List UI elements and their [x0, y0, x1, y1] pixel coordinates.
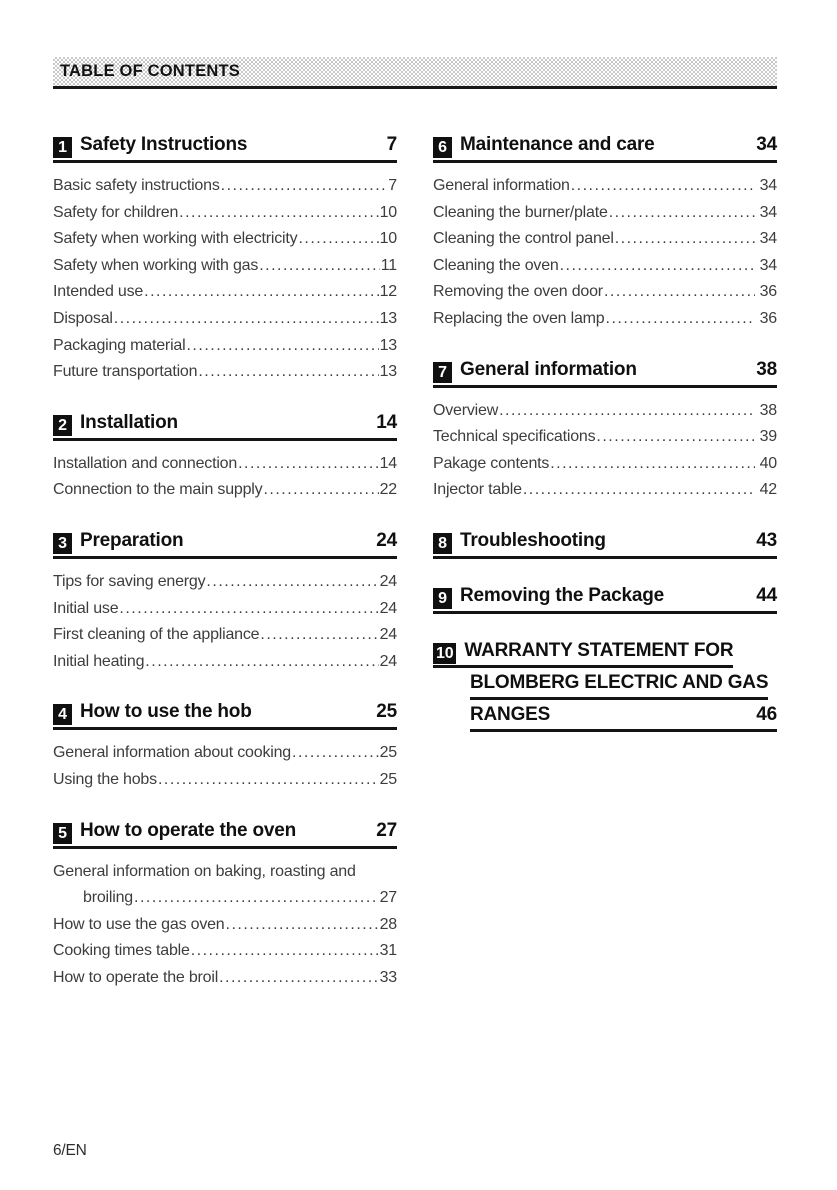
dot-leader	[571, 173, 755, 200]
section-heading	[433, 530, 777, 559]
toc-entry-label: Initial use	[53, 599, 119, 617]
toc-entry	[53, 912, 397, 939]
toc-entry-label: General information	[433, 177, 570, 194]
toc-entry-page-number: 11	[380, 256, 397, 274]
dot-leader	[259, 253, 380, 280]
toc-entry	[53, 740, 397, 767]
dot-leader	[219, 965, 379, 992]
toc-section	[433, 585, 777, 614]
section-page-number: 43	[756, 529, 777, 551]
toc-column-left	[53, 134, 397, 1017]
section-page-number: 44	[756, 584, 777, 606]
toc-entry-label-line2: broiling	[83, 889, 133, 907]
section-number-badge: 9	[433, 588, 452, 609]
section-title-text: WARRANTY STATEMENT FOR	[464, 639, 734, 661]
toc-entry	[53, 649, 397, 676]
toc-entry-label: Overview	[433, 401, 499, 419]
toc-entry-page-number: 40	[759, 454, 777, 472]
toc-section	[433, 134, 777, 333]
section-page-number: 25	[376, 701, 397, 723]
toc-entry-label: Pakage contents	[433, 454, 550, 472]
toc-section	[53, 412, 397, 504]
toc-entry-label: Disposal	[53, 309, 113, 327]
section-page-number: 27	[376, 819, 397, 841]
toc-entry-page-number: 31	[379, 942, 397, 960]
toc-entry-page-number: 24	[379, 626, 397, 644]
toc-section	[53, 134, 397, 386]
section-title-line	[470, 704, 777, 732]
dot-leader	[615, 226, 755, 253]
toc-entry	[53, 569, 397, 596]
toc-entry-page-number: 24	[379, 652, 397, 670]
toc-entry-label: Intended use	[53, 283, 144, 301]
section-title-text: How to operate the oven	[80, 819, 297, 841]
toc-entry-label: First cleaning of the appliance	[53, 626, 260, 644]
toc-entry-page-number: 13	[379, 336, 397, 354]
section-number-badge: 8	[433, 533, 452, 554]
toc-entry-label: Cleaning the oven	[433, 256, 559, 274]
section-title-text: Safety Instructions	[80, 134, 248, 155]
toc-entry-page-number: 34	[759, 177, 777, 194]
toc-entry-label: Safety when working with electricity	[53, 230, 298, 248]
toc-entry	[433, 477, 777, 504]
toc-entry	[433, 306, 777, 333]
section-number-badge: 5	[53, 823, 72, 844]
section-title-text: RANGES	[470, 703, 551, 725]
toc-section	[433, 640, 777, 732]
toc-entry-page-number: 39	[759, 428, 777, 446]
toc-entry-page-number: 24	[379, 572, 397, 590]
toc-entry	[53, 859, 397, 912]
section-title-text: General information	[460, 358, 637, 380]
section-heading	[53, 820, 397, 849]
page-header-banner	[53, 57, 777, 89]
toc-entry-label: Initial heating	[53, 652, 145, 670]
section-heading	[53, 530, 397, 559]
dot-leader	[523, 477, 755, 504]
toc-entry-label: How to use the gas oven	[53, 915, 225, 933]
toc-entry	[53, 622, 397, 649]
toc-entry-list	[433, 398, 777, 504]
toc-entry-page-number: 36	[759, 309, 777, 327]
toc-entry-label: Future transportation	[53, 363, 198, 381]
toc-entry-page-number: 38	[759, 401, 777, 419]
toc-entry-label: Removing the oven door	[433, 283, 603, 301]
dot-leader	[145, 649, 378, 676]
toc-entry-list	[53, 173, 397, 386]
section-title-text: BLOMBERG ELECTRIC AND GAS	[470, 671, 769, 693]
toc-entry-label: Packaging material	[53, 336, 186, 354]
toc-entry-list	[53, 740, 397, 793]
toc-entry	[53, 226, 397, 253]
toc-entry	[433, 253, 777, 280]
toc-entry-page-number: 12	[379, 283, 397, 301]
dot-leader	[499, 398, 755, 425]
dot-leader	[158, 767, 379, 794]
toc-entry-page-number: 42	[759, 481, 777, 499]
dot-leader	[226, 912, 379, 939]
toc-entry-list	[53, 859, 397, 992]
toc-entry-page-number: 14	[379, 454, 397, 472]
toc-entry-label: How to operate the broil	[53, 968, 219, 986]
dot-leader	[560, 253, 755, 280]
dot-leader	[119, 596, 378, 623]
dot-leader	[186, 333, 378, 360]
dot-leader	[198, 359, 378, 386]
section-title-text: Removing the Package	[460, 584, 665, 606]
toc-entry-page-number: 33	[379, 968, 397, 986]
toc-entry	[53, 938, 397, 965]
section-number-badge: 3	[53, 533, 72, 554]
toc-entry	[53, 200, 397, 227]
toc-section	[433, 359, 777, 504]
toc-entry-page-number: 24	[379, 599, 397, 617]
toc-entry-page-number: 28	[379, 915, 397, 933]
section-page-number: 7	[386, 134, 397, 155]
toc-entry-page-number: 34	[759, 230, 777, 248]
toc-entry	[433, 173, 777, 200]
page-title: TABLE OF CONTENTS	[60, 61, 241, 80]
section-heading	[53, 412, 397, 441]
section-number-badge: 4	[53, 704, 72, 725]
toc-entry-page-number: 13	[379, 309, 397, 327]
toc-section	[433, 530, 777, 559]
section-number-badge: 6	[433, 137, 452, 158]
toc-entry	[53, 306, 397, 333]
toc-entry-page-number: 13	[379, 363, 397, 381]
section-heading	[53, 134, 397, 163]
toc-columns	[53, 134, 777, 1017]
toc-entry	[433, 226, 777, 253]
section-title-line	[470, 672, 768, 700]
toc-entry	[433, 279, 777, 306]
toc-entry-label: General information about cooking	[53, 744, 291, 762]
section-title-text: Maintenance and care	[460, 134, 655, 155]
toc-entry-label: Cleaning the burner/plate	[433, 203, 608, 221]
dot-leader	[550, 451, 754, 478]
toc-entry-label: Safety for children	[53, 203, 179, 221]
section-heading	[433, 585, 777, 614]
section-page-number: 14	[376, 411, 397, 433]
dot-leader	[206, 569, 378, 596]
toc-entry-label: Replacing the oven lamp	[433, 309, 605, 327]
toc-entry	[53, 173, 397, 200]
page-number-label: 6/EN	[53, 1142, 87, 1159]
section-title-text: Troubleshooting	[460, 529, 606, 551]
toc-entry-label: Cooking times table	[53, 942, 190, 960]
section-title-text: Preparation	[80, 529, 184, 551]
toc-entry-label-line1: General information on baking, roasting and	[53, 862, 356, 880]
section-heading	[433, 640, 777, 732]
section-page-number: 34	[756, 134, 777, 155]
toc-entry	[53, 333, 397, 360]
toc-entry-page-number: 25	[379, 770, 397, 788]
toc-entry	[433, 398, 777, 425]
dot-leader	[221, 173, 388, 200]
dot-leader	[263, 477, 378, 504]
toc-entry	[53, 253, 397, 280]
toc-entry	[53, 279, 397, 306]
toc-entry-label: Technical specifications	[433, 428, 596, 446]
toc-entry-label: Connection to the main supply	[53, 481, 263, 499]
toc-entry-page-number: 34	[759, 203, 777, 221]
toc-entry	[433, 424, 777, 451]
dot-leader	[604, 279, 755, 306]
toc-entry	[433, 200, 777, 227]
dot-leader	[191, 938, 379, 965]
section-number-badge: 10	[433, 643, 456, 664]
toc-entry	[53, 965, 397, 992]
dot-leader	[606, 306, 755, 333]
page-footer	[53, 1142, 87, 1160]
dot-leader	[134, 885, 379, 912]
toc-entry	[53, 596, 397, 623]
toc-column-right	[433, 134, 777, 1017]
toc-entry-page-number: 10	[379, 203, 397, 221]
section-heading	[433, 134, 777, 163]
section-heading	[433, 359, 777, 388]
toc-entry-label: Tips for saving energy	[53, 572, 206, 590]
section-page-number: 24	[376, 529, 397, 551]
dot-leader	[238, 451, 379, 478]
toc-entry-page-number: 7	[388, 177, 397, 194]
section-page-number: 38	[756, 358, 777, 380]
section-number-badge: 2	[53, 415, 72, 436]
toc-entry-page-number: 34	[759, 256, 777, 274]
section-title-line	[433, 640, 733, 668]
toc-entry-label: Injector table	[433, 481, 522, 499]
toc-entry-list	[53, 569, 397, 675]
toc-section	[53, 820, 397, 992]
dot-leader	[179, 200, 378, 227]
toc-entry-label: Using the hobs	[53, 770, 157, 788]
dot-leader	[144, 279, 378, 306]
toc-section	[53, 701, 397, 793]
toc-entry-page-number: 25	[379, 744, 397, 762]
dot-leader	[298, 226, 378, 253]
toc-section	[53, 530, 397, 675]
toc-entry-line2	[53, 885, 397, 912]
toc-entry-label: Safety when working with gas	[53, 256, 259, 274]
toc-entry-page-number: 36	[759, 283, 777, 301]
dot-leader	[596, 424, 754, 451]
dot-leader	[260, 622, 378, 649]
section-number-badge: 1	[53, 137, 72, 158]
section-title-text: Installation	[80, 411, 178, 433]
toc-entry	[433, 451, 777, 478]
toc-entry-list	[433, 173, 777, 333]
dot-leader	[114, 306, 379, 333]
toc-entry-page-number: 22	[379, 481, 397, 499]
toc-entry-list	[53, 451, 397, 504]
section-title-text: How to use the hob	[80, 701, 252, 723]
section-page-number: 46	[756, 703, 777, 725]
section-heading	[53, 701, 397, 730]
toc-entry-label: Cleaning the control panel	[433, 230, 614, 248]
toc-entry-page-number: 27	[379, 889, 397, 907]
toc-entry	[53, 477, 397, 504]
dot-leader	[609, 200, 755, 227]
toc-entry-label: Basic safety instructions	[53, 177, 220, 194]
section-number-badge: 7	[433, 362, 452, 383]
dot-leader	[292, 740, 379, 767]
toc-entry	[53, 451, 397, 478]
toc-entry-page-number: 10	[379, 230, 397, 248]
toc-entry-label: Installation and connection	[53, 454, 238, 472]
toc-entry	[53, 359, 397, 386]
toc-entry	[53, 767, 397, 794]
